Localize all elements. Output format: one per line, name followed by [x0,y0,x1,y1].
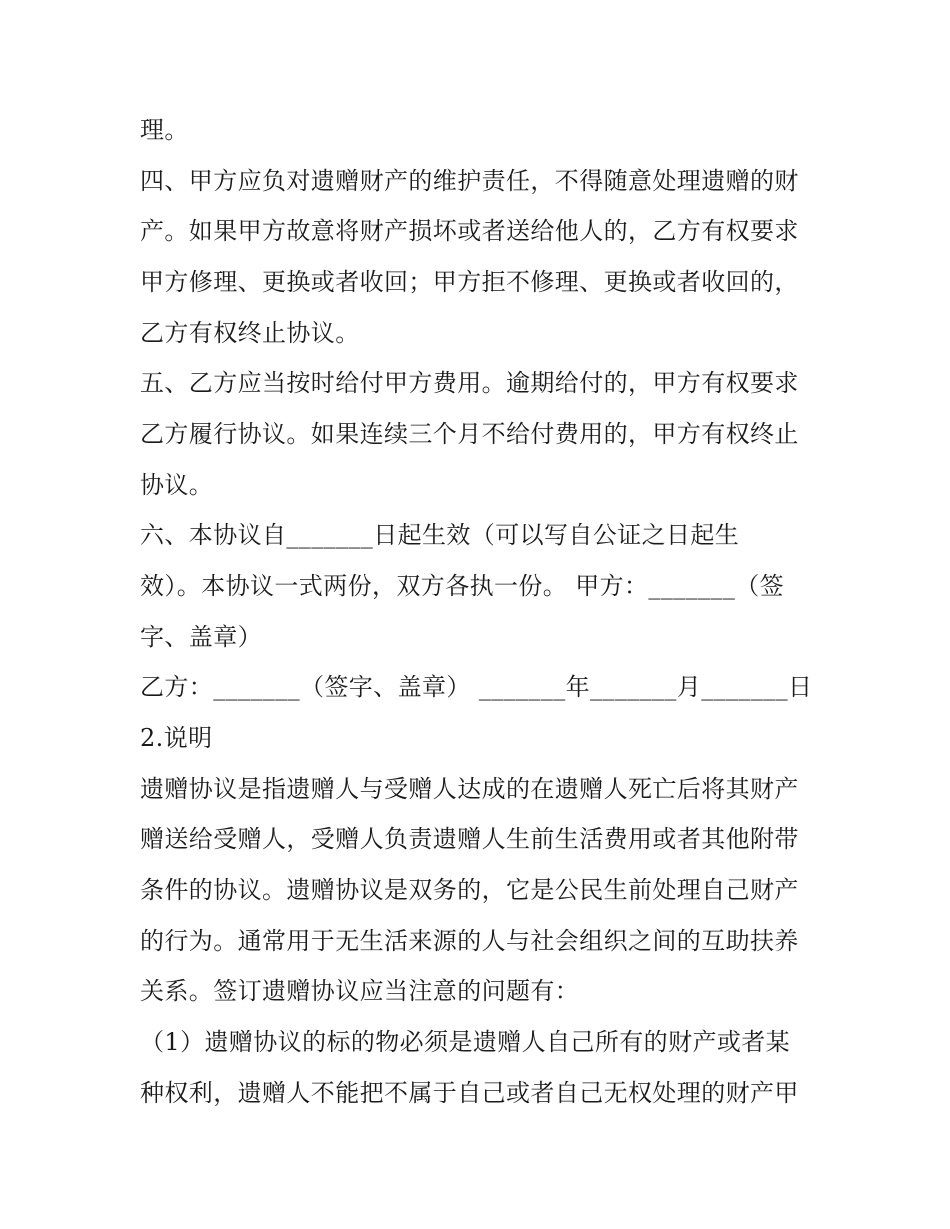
text-line: 协议。 [140,471,214,499]
text-line: 遗赠协议是指遗赠人与受赠人达成的在遗赠人死亡后将其财产 [140,775,799,803]
text-line: 乙方有权终止协议。 [140,319,360,347]
text-line: 四、甲方应负对遗赠财产的维护责任，不得随意处理遗赠的财 [140,167,799,195]
text-line: 理。 [140,116,189,144]
text-line: 字、盖章） [140,623,262,651]
section-heading: 2.说明 [140,724,213,752]
text-line: 乙方履行协议。如果连续三个月不给付费用的，甲方有权终止 [140,420,799,448]
text-line: （1）遗赠协议的标的物必须是遗赠人自己所有的财产或者某 [140,1028,791,1056]
text-line: 六、本协议自_______日起生效（可以写自公证之日起生 [140,521,740,549]
text-line: 产。如果甲方故意将财产损坏或者送给他人的，乙方有权要求 [140,217,799,245]
text-line: 效）。本协议一式两份，双方各执一份。 甲方：_______（签 [140,572,785,600]
text-line: 赠送给受赠人，受赠人负责遗赠人生前生活费用或者其他附带 [140,825,799,853]
text-line: 五、乙方应当按时给付甲方费用。逾期给付的，甲方有权要求 [140,369,799,397]
text-line: 甲方修理、更换或者收回；甲方拒不修理、更换或者收回的， [140,268,799,296]
text-line: 条件的协议。遗赠协议是双务的，它是公民生前处理自己财产 [140,876,799,904]
text-line: 种权利，遗赠人不能把不属于自己或者自己无权处理的财产甲 [140,1079,799,1107]
text-line: 关系。签订遗赠协议应当注意的问题有： [140,977,580,1005]
text-line: 乙方：_______（签字、盖章） _______年_______月_______日 [140,673,813,701]
text-line: 的行为。通常用于无生活来源的人与社会组织之间的互助扶养 [140,927,799,955]
